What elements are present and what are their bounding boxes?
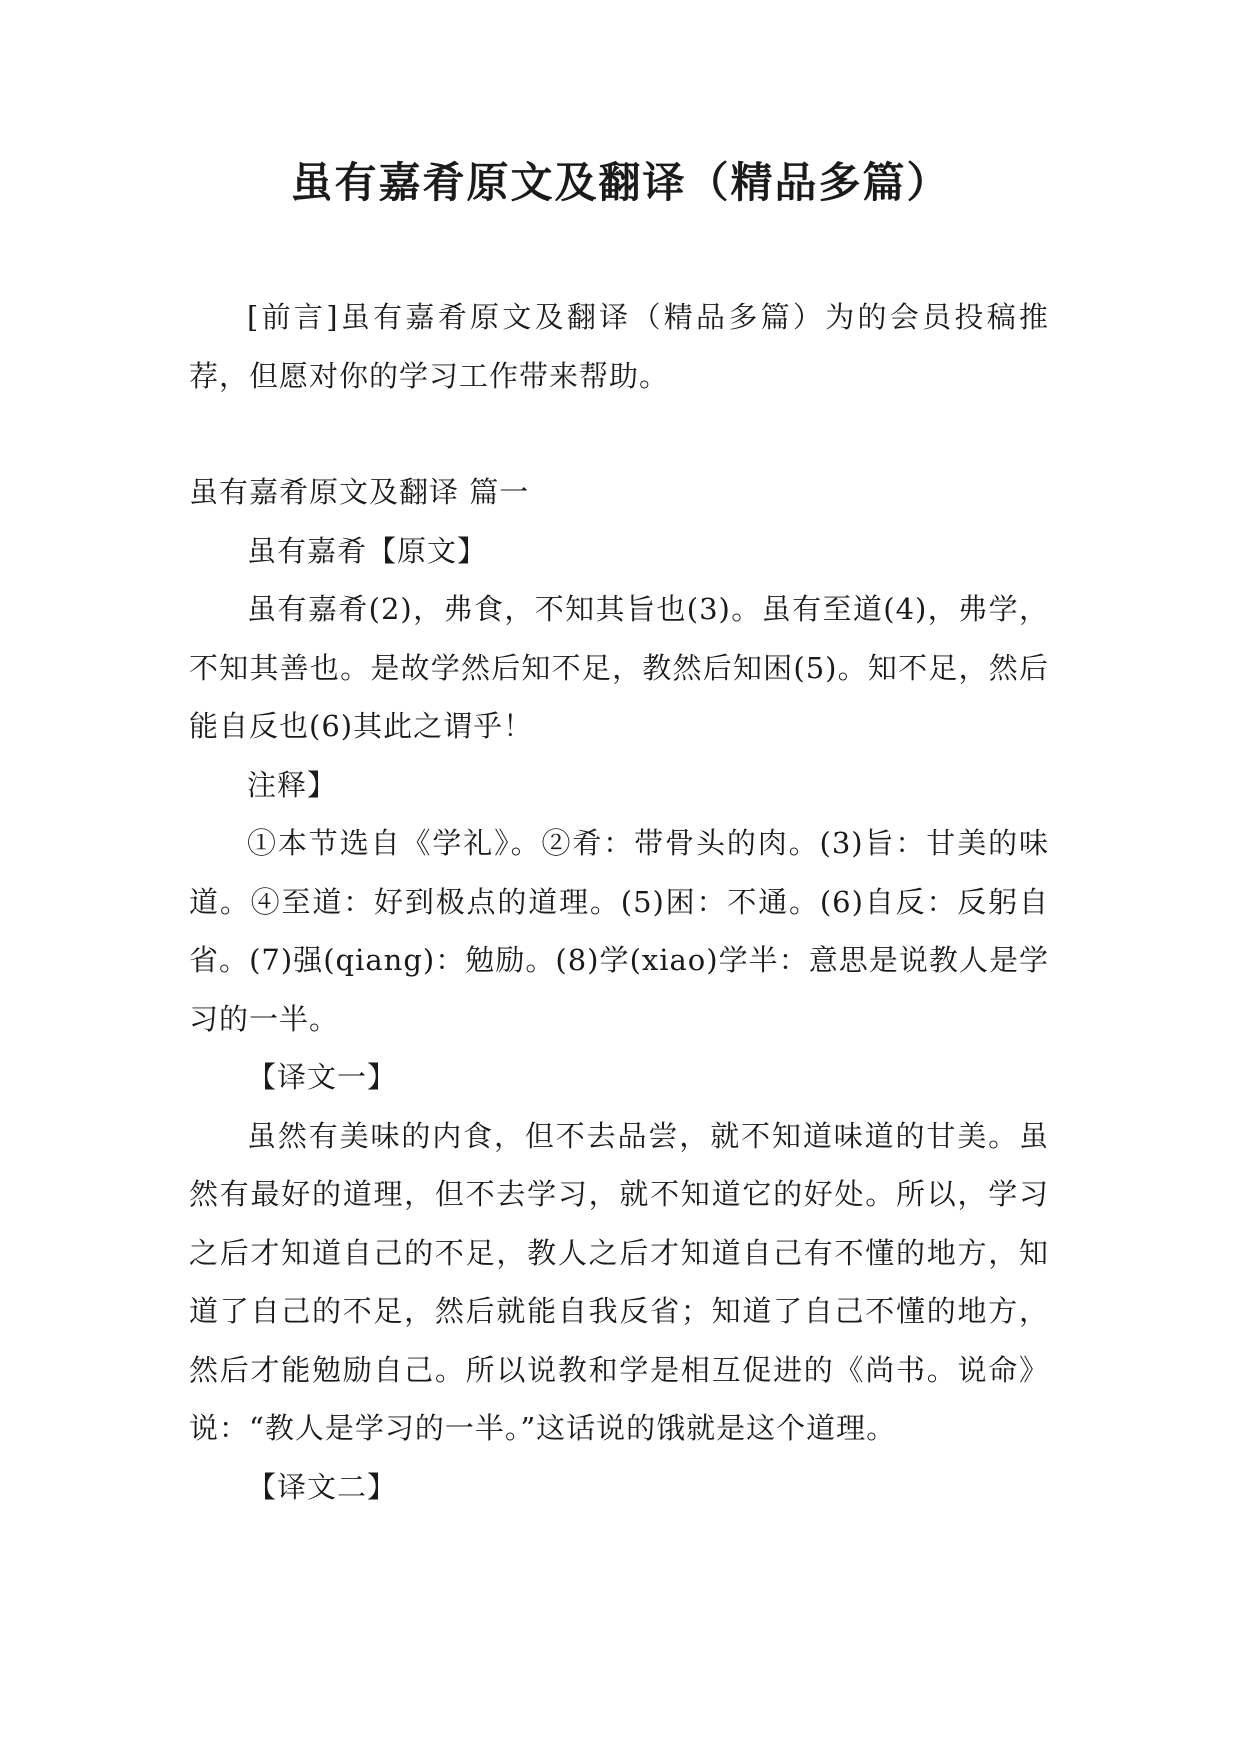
- section-heading: 虽有嘉肴原文及翻译 篇一: [189, 475, 530, 509]
- translation1-label: 【译文一】: [247, 1060, 398, 1094]
- original-paragraph: 虽有嘉肴(2)，弗食，不知其旨也(3)。虽有至道(4)，弗学，不知其善也。是故学然后知不足，教然后知困(5)。知不足，然后能自反也(6)其此之谓乎！: [189, 592, 1049, 743]
- notes-paragraph: ①本节选自《学礼》。②肴：带骨头的肉。(3)旨：甘美的味道。④至道：好到极点的道理。(5)困：不通。(6)自反：反躬自省。(7)强(qiang)：勉励。(8)学(xiao)学半：意思是说教人是学习的一半。: [189, 826, 1049, 1036]
- document-title: 虽有嘉肴原文及翻译（精品多篇）: [290, 158, 951, 207]
- document-body: [189, 288, 1049, 1516]
- translation1-paragraph: 虽然有美味的内食，但不去品尝，就不知道味道的甘美。虽然有最好的道理，但不去学习，就不知道它的好处。所以，学习之后才知道自己的不足，教人之后才知道自己有不懂的地方，知道了自己的不足，然后就能自我反省；知道了自己不懂的地方，然后才能勉励自己。所以说教和学是相互促进的《尚书。说命》说：“教人是学习的一半。”这话说的饿就是这个道理。: [189, 1118, 1049, 1445]
- preface-paragraph: [前言]虽有嘉肴原文及翻译（精品多篇）为的会员投稿推荐，但愿对你的学习工作带来帮助。: [189, 300, 1049, 393]
- original-label: 虽有嘉肴【原文】: [247, 533, 488, 568]
- translation2-label: 【译文二】: [247, 1469, 398, 1504]
- notes-label: 注释】: [247, 767, 338, 802]
